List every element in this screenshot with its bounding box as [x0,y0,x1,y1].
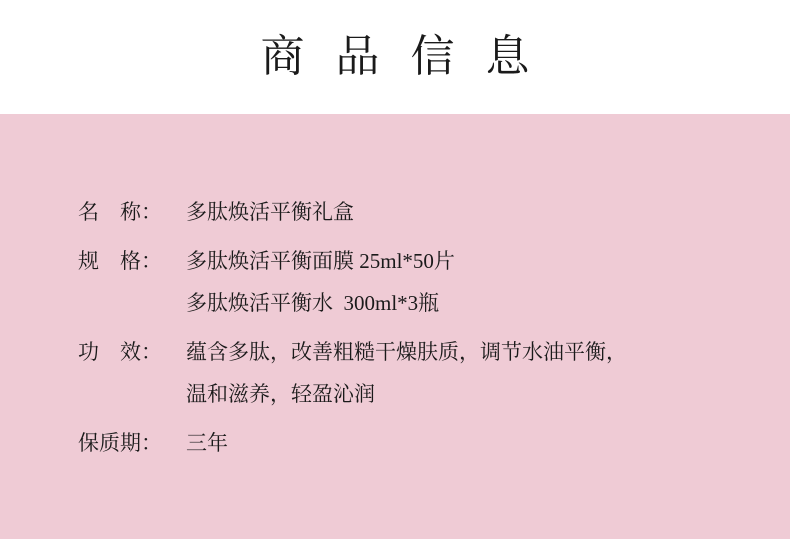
info-row [78,336,768,411]
info-value-line: 三年 [186,431,228,455]
info-value-line: 多肽焕活平衡水 300ml*3瓶 [186,291,440,315]
info-label-shelf-life: 保质期： [78,431,162,455]
info-label-effect: 功 效： [78,340,162,364]
info-value-line: 温和滋养，轻盈沁润 [186,382,375,406]
info-value-name [186,196,768,229]
info-row [78,196,768,229]
info-label-name: 名 称： [78,200,162,224]
info-value-line: 多肽焕活平衡礼盒 [186,200,354,224]
product-info-list [78,196,768,476]
info-value-effect [186,336,768,411]
info-value-line: 多肽焕活平衡面膜 25ml*50片 [186,249,455,273]
info-value-spec [186,245,768,320]
info-panel [0,114,790,539]
page-title: 商 品 信 息 [260,32,540,81]
page-header [0,0,790,114]
info-label-spec: 规 格： [78,249,162,273]
info-row [78,427,768,460]
info-value-shelf-life [186,427,768,460]
info-row [78,245,768,320]
info-value-line: 蕴含多肽，改善粗糙干燥肤质，调节水油平衡， [186,340,627,364]
